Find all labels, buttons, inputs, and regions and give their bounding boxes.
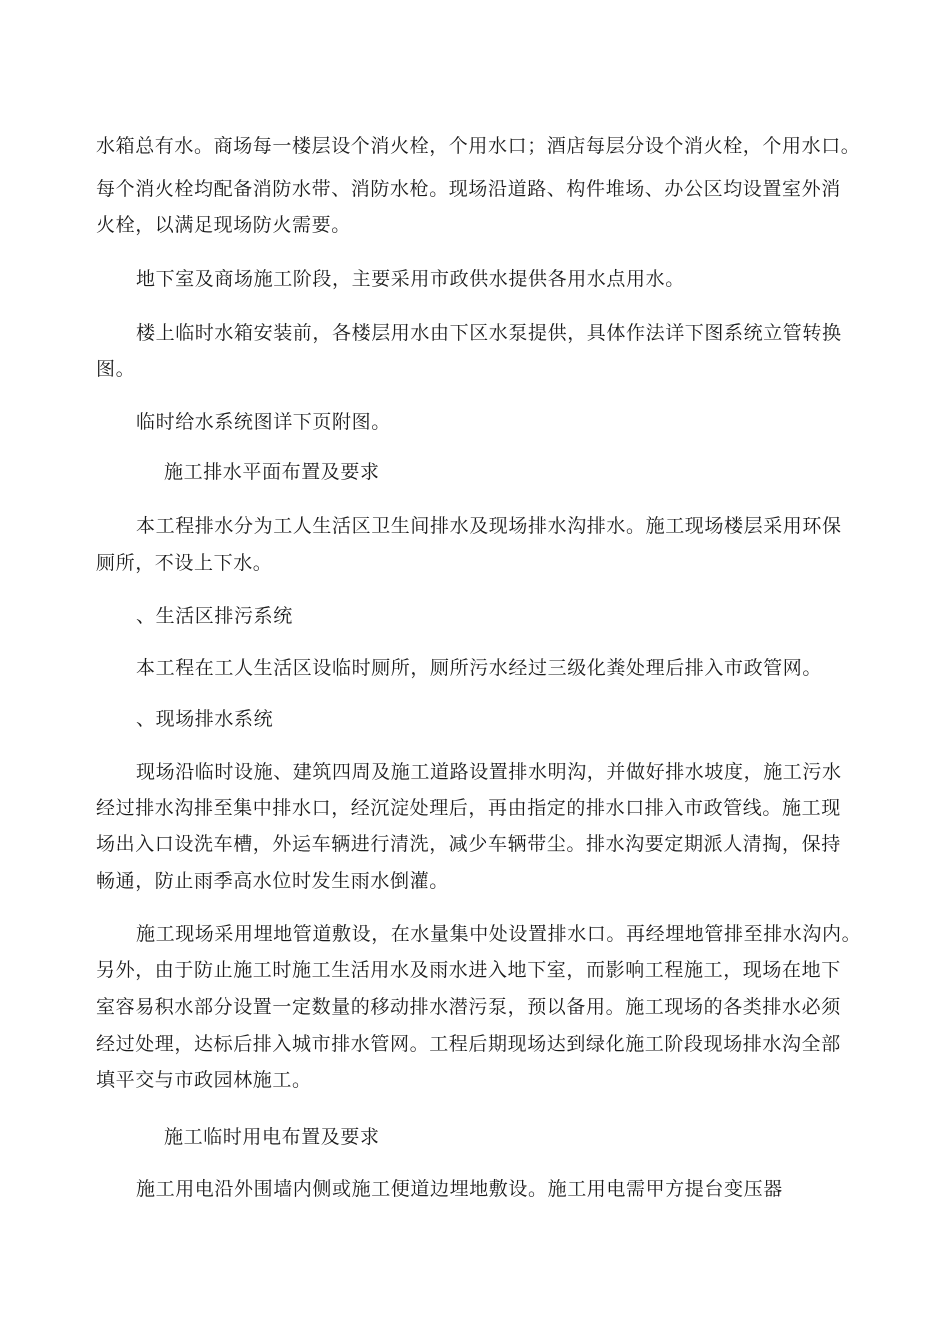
text-line: 水箱总有水。商场每一楼层设个消火栓，个用水口；酒店每层分设个消火栓，个用水口。 bbox=[96, 135, 861, 157]
text-line: 本工程在工人生活区设临时厕所，厕所污水经过三级化粪处理后排入市政管网。 bbox=[136, 657, 823, 679]
subsection-heading: 、现场排水系统 bbox=[136, 708, 274, 730]
text-line: 现场沿临时设施、建筑四周及施工道路设置排水明沟，并做好排水坡度，施工污水 bbox=[136, 761, 842, 783]
text-line: 施工现场采用埋地管道敷设，在水量集中处设置排水口。再经埋地管排至排水沟内。 bbox=[136, 923, 862, 945]
text-line: 施工用电沿外围墙内侧或施工便道边埋地敷设。施工用电需甲方提台变压器 bbox=[136, 1178, 783, 1200]
text-line: 经过排水沟排至集中排水口，经沉淀处理后，再由指定的排水口排入市政管线。施工现 bbox=[96, 797, 841, 819]
text-line: 经过处理，达标后排入城市排水管网。工程后期现场达到绿化施工阶段现场排水沟全部 bbox=[96, 1033, 841, 1055]
subsection-heading: 、生活区排污系统 bbox=[136, 605, 293, 627]
text-line: 地下室及商场施工阶段，主要采用市政供水提供各用水点用水。 bbox=[136, 268, 685, 290]
section-heading: 施工临时用电布置及要求 bbox=[164, 1126, 380, 1148]
text-line: 每个消火栓均配备消防水带、消防水枪。现场沿道路、构件堆场、办公区均设置室外消 bbox=[96, 178, 841, 200]
text-line: 畅通，防止雨季高水位时发生雨水倒灌。 bbox=[96, 870, 449, 892]
text-line: 厕所，不设上下水。 bbox=[96, 552, 273, 574]
text-line: 场出入口设洗车槽，外运车辆进行清洗，减少车辆带尘。排水沟要定期派人清掏，保持 bbox=[96, 833, 841, 855]
text-line: 室容易积水部分设置一定数量的移动排水潜污泵，预以备用。施工现场的各类排水必须 bbox=[96, 996, 841, 1018]
text-line: 另外，由于防止施工时施工生活用水及雨水进入地下室，而影响工程施工，现场在地下 bbox=[96, 959, 841, 981]
text-line: 临时给水系统图详下页附图。 bbox=[136, 411, 391, 433]
text-line: 填平交与市政园林施工。 bbox=[96, 1069, 312, 1091]
section-heading: 施工排水平面布置及要求 bbox=[164, 461, 380, 483]
text-line: 楼上临时水箱安装前，各楼层用水由下区水泵提供，具体作法详下图系统立管转换 bbox=[136, 322, 842, 344]
text-line: 图。 bbox=[96, 358, 136, 380]
text-line: 本工程排水分为工人生活区卫生间排水及现场排水沟排水。施工现场楼层采用环保 bbox=[136, 515, 842, 537]
text-line: 火栓，以满足现场防火需要。 bbox=[96, 214, 351, 236]
